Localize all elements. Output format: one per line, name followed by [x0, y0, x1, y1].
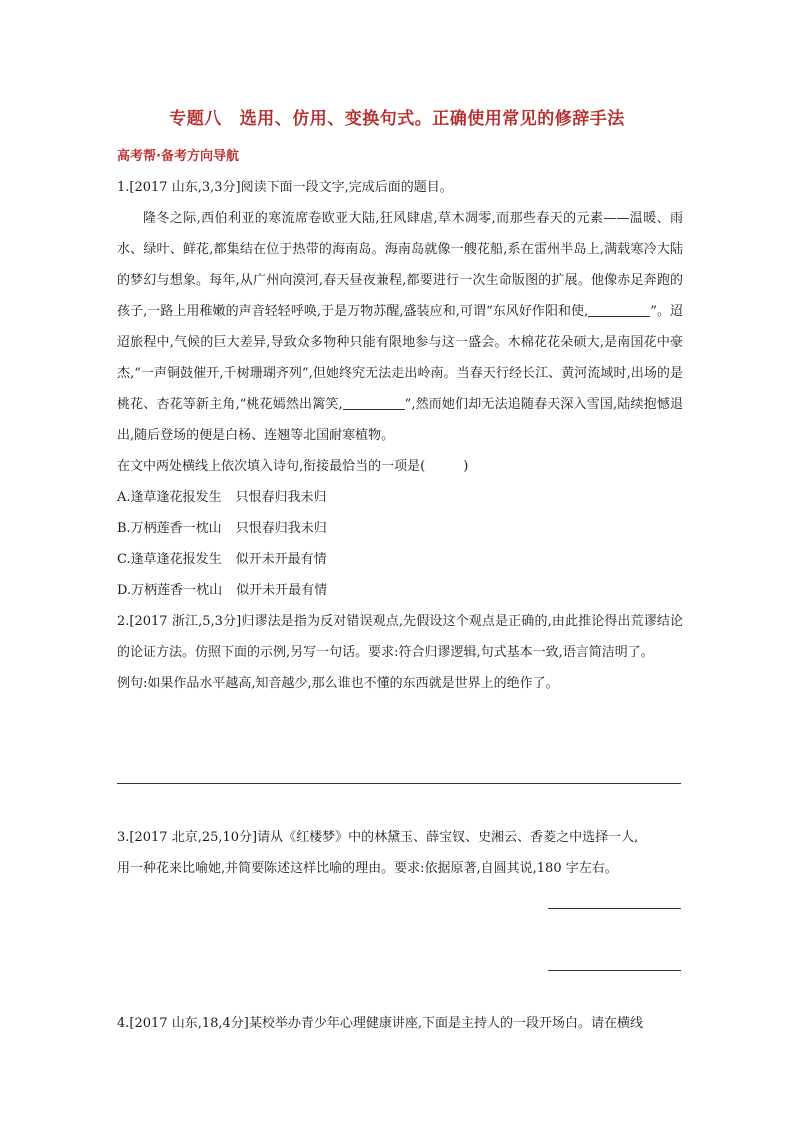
- q1-header: 1.[2017 山东,3,3分]阅读下面一段文字,完成后面的题目。: [117, 180, 453, 195]
- section-label: 高考帮·备考方向导航: [117, 149, 239, 164]
- document-content: [117, 172, 683, 699]
- option-value: 只恨春归我未归: [235, 521, 327, 536]
- q1-passage-part-c: ”,然而她们却无法追随春天深入雪国,陆续抱憾退出,随后登场的便是白杨、连翘等北国耐寒植物。: [117, 397, 683, 443]
- option-label: D.万柄莲香一枕山: [117, 583, 223, 598]
- option-a: [117, 482, 683, 513]
- q3-line-1: 3.[2017 北京,25,10分]请从《红楼梦》中的林黛玉、薛宝钗、史湘云、香菱之中选择一人,: [117, 830, 639, 845]
- q1-question: 在文中两处横线上依次填入诗句,衔接最恰当的一项是( ): [117, 459, 469, 474]
- q1-passage: [117, 203, 683, 451]
- q1-passage-part-a: 隆冬之际,西伯利亚的寒流席卷欧亚大陆,狂风肆虐,草木凋零,而那些春天的元素——温暖、雨水、绿叶、鲜花,都集结在位于热带的海南岛。海南岛就像一艘花船,系在雷州半岛上,满载寒冷大陆的梦幻与想象。每年,从广州向漠河,春天昼夜兼程,都要进行一次生命版图的扩展。他像赤足奔跑的孩子,一路上用稚嫩的声音轻轻呼唤,于是万物苏醒,盛装应和,可谓“东风好作阳和使,: [117, 211, 683, 319]
- answer-line-q3-a: [548, 908, 681, 909]
- option-label: A.逢草逢花报发生: [117, 490, 222, 505]
- q3-block: [117, 822, 683, 884]
- title-topic-name: 选用、仿用、变换句式。正确使用常见的修辞手法: [239, 109, 625, 129]
- option-label: B.万柄莲香一枕山: [117, 521, 222, 536]
- fill-blank-1: [588, 302, 650, 317]
- q2-text: 2.[2017 浙江,5,3分]归谬法是指为反对错误观点,先假设这个观点是正确的,由此推论得出荒谬结论的论证方法。仿照下面的示例,另写一句话。要求:符合归谬逻辑,句式基本一致,语言简洁明了。: [117, 614, 683, 660]
- q2-example: 例句:如果作品水平越高,知音越少,那么谁也不懂的东西就是世界上的绝作了。: [117, 676, 559, 691]
- q1-passage-part-b: ”。迢迢旅程中,气候的巨大差异,导致众多物种只能有限地参与这一盛会。木棉花花朵硕大,是南国花中豪杰,“一声铜鼓催开,千树珊瑚齐列”,但她终究无法走出岭南。当春天行经长江、黄河流域时,出场的是桃花、杏花等新主角,“桃花嫣然出篱笑,: [117, 304, 683, 412]
- page-title: [0, 104, 794, 129]
- option-value: 似开未开最有情: [236, 583, 328, 598]
- option-label: C.逢草逢花报发生: [117, 552, 222, 567]
- option-d: [117, 575, 683, 606]
- title-topic-number: 专题八: [169, 109, 222, 129]
- answer-line-q2: [117, 783, 681, 784]
- q3-line-2: 用一种花来比喻她,并简要陈述这样比喻的理由。要求:依据原著,自圆其说,180 字左右。: [117, 861, 618, 876]
- option-value: 只恨春归我未归: [235, 490, 327, 505]
- q4-line-1: 4.[2017 山东,18,4分]某校举办青少年心理健康讲座,下面是主持人的一段开场白。请在横线: [117, 1016, 643, 1031]
- option-b: [117, 513, 683, 544]
- fill-blank-2: [343, 395, 405, 410]
- option-c: [117, 544, 683, 575]
- answer-line-q3-b: [548, 970, 681, 971]
- q4-block: [117, 1008, 683, 1039]
- option-value: 似开未开最有情: [235, 552, 327, 567]
